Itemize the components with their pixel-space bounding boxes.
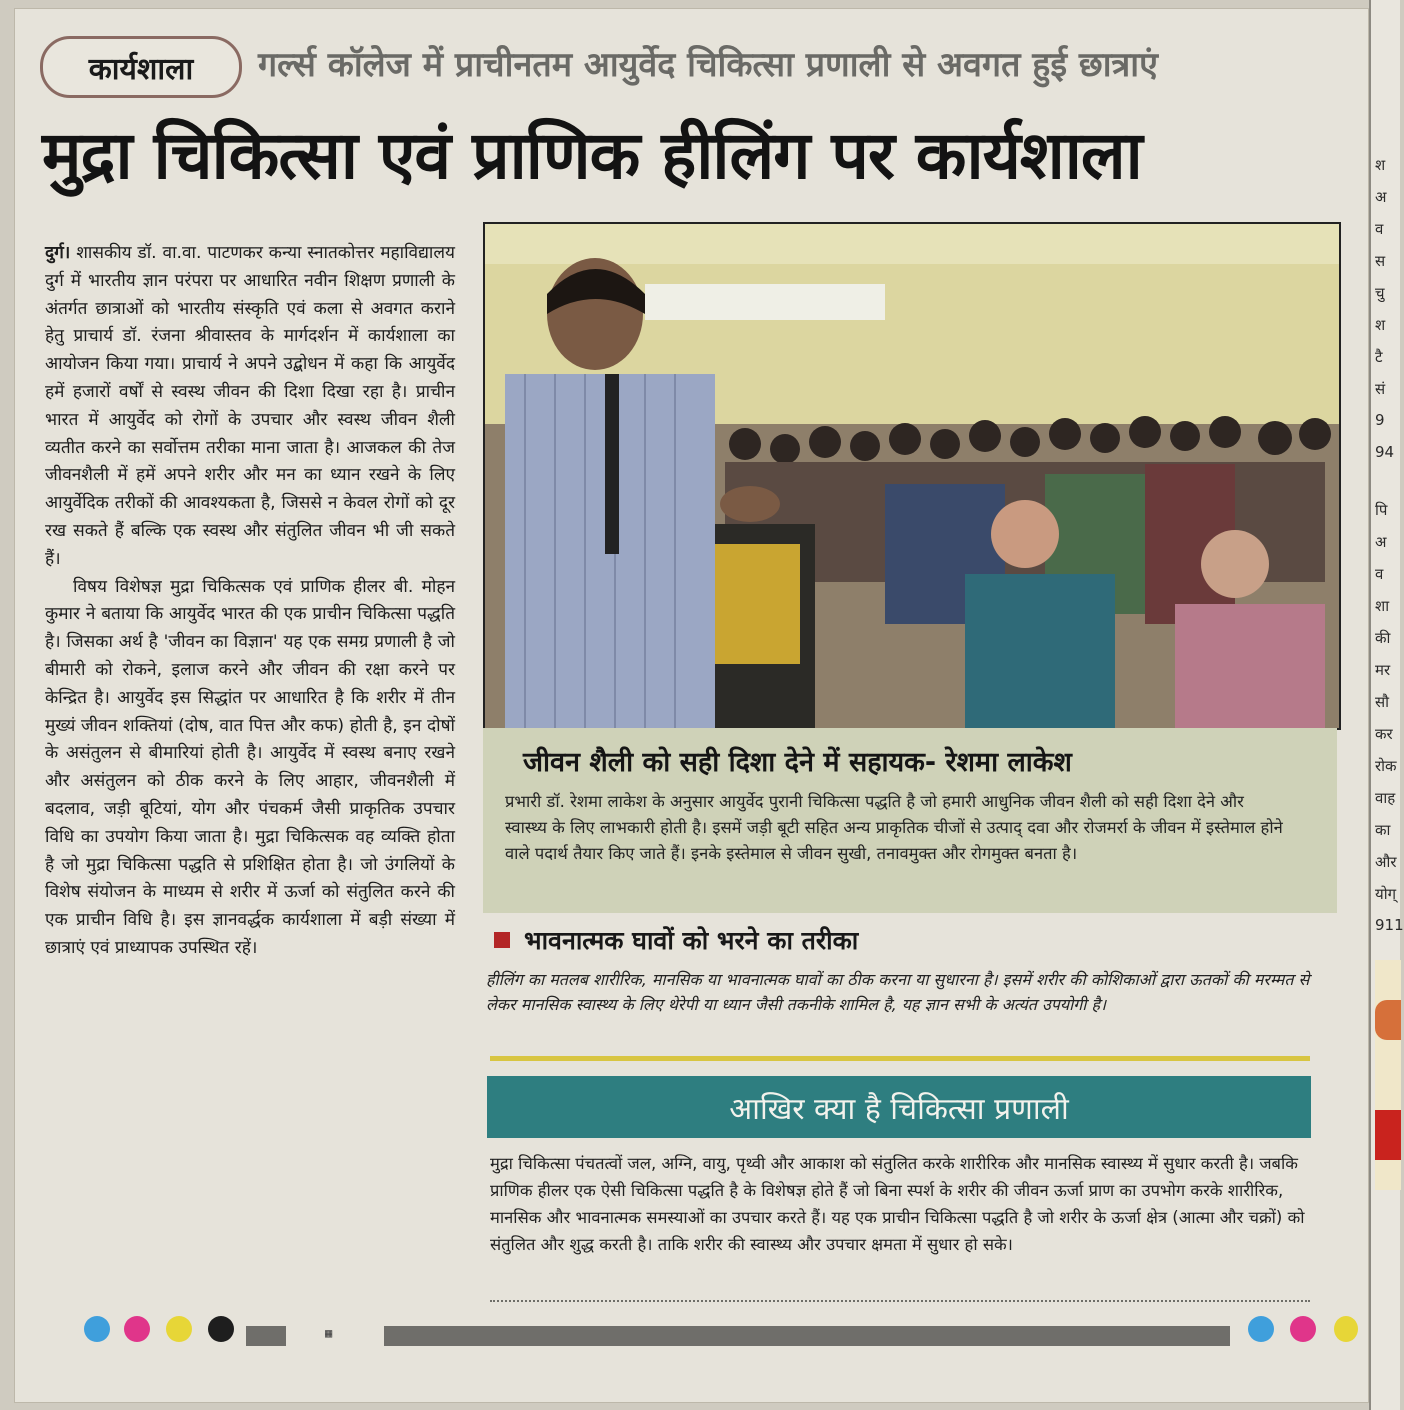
fragment: अ bbox=[1375, 533, 1387, 551]
fragment: रोक bbox=[1375, 757, 1397, 775]
registration-dot bbox=[208, 1316, 234, 1342]
fragment: व bbox=[1375, 220, 1384, 238]
photo-illustration bbox=[485, 224, 1339, 728]
fragment: 9 bbox=[1375, 411, 1385, 429]
registration-bar bbox=[384, 1326, 1230, 1346]
ad-graphic bbox=[1375, 1110, 1401, 1160]
subheading-text: हीलिंग का मतलब शारीरिक, मानसिक या भावनात्मक घावों का ठीक करना या सुधारना है। इसमें शरीर की कोशिकाओं द्वारा ऊतकों की मरम्मत से लेकर मानसिक स्वास्थ्य के लिए थेरेपी या ध्यान जैसी तकनीके शामिल है, यह ज्ञान सभी के अत्यंत उपयोगी है। bbox=[486, 970, 1310, 1014]
print-mark-icon: ▦ bbox=[325, 1326, 333, 1340]
fragment: 911 bbox=[1375, 916, 1404, 934]
fragment: और bbox=[1375, 853, 1397, 871]
article-text: शासकीय डॉ. वा.वा. पाटणकर कन्या स्नातकोत्तर महाविद्यालय दुर्ग में भारतीय ज्ञान परंपरा पर आधारित नवीन शिक्षण प्रणाली के अंतर्गत छात्राओं को भारतीय संस्कृति एवं कला से अवगत कराने हेतु प्राचार्य डॉ. रंजना श्रीवास्तव के मार्गदर्शन में कार्यशाला का आयोजन किया गया। प्राचार्य ने अपने उद्बोधन में कहा कि आयुर्वेद हमें हजारों वर्षों से स्वस्थ जीवन की दिशा दिखा रहा है। प्राचीन भारत में आयुर्वेद को रोगों के उपचार और स्वस्थ जीवन शैली व्यतीत करने का सर्वोत्तम तरीका माना जाता है। आजकल की तेज जीवनशैली में हमें अपने शरीर और मन का ध्यान रखने के लिए आयुर्वेदिक तरीकों की आवश्यकता है, जिससे न केवल रोगों को दूर रख सकते हैं बल्कि एक स्वस्थ और संतुलित जीवन भी जी सकते हैं। bbox=[45, 243, 455, 569]
banner-title: आखिर क्या है चिकित्सा प्रणाली bbox=[729, 1091, 1069, 1127]
fragment: व bbox=[1375, 565, 1384, 583]
article-paragraph bbox=[45, 240, 455, 574]
subheading-title: भावनात्मक घावों को भरने का तरीका bbox=[524, 926, 859, 955]
fragment: मर bbox=[1375, 661, 1391, 679]
fragment: चु bbox=[1375, 284, 1385, 302]
fragment: 94 bbox=[1375, 443, 1395, 461]
kicker-label: कार्यशाला bbox=[88, 51, 194, 87]
registration-dot bbox=[1290, 1316, 1316, 1342]
subheading-block bbox=[494, 920, 1314, 960]
registration-dot bbox=[1334, 1316, 1358, 1342]
fragment: वाह bbox=[1375, 789, 1396, 807]
fragment: श bbox=[1375, 316, 1386, 334]
fragment: सं bbox=[1375, 380, 1386, 398]
fragment: सौ bbox=[1375, 693, 1390, 711]
fragment: स bbox=[1375, 252, 1386, 270]
kicker-badge bbox=[40, 36, 242, 98]
fragment: अ bbox=[1375, 188, 1387, 206]
advertisement-fragment bbox=[1375, 960, 1401, 1190]
kicker-headline: गर्ल्स कॉलेज में प्राचीनतम आयुर्वेद चिकित्सा प्रणाली से अवगत हुई छात्राएं bbox=[258, 45, 1158, 85]
caption-box bbox=[483, 728, 1337, 913]
dateline: दुर्ग। bbox=[45, 243, 71, 263]
fragment: कर bbox=[1375, 725, 1393, 743]
ad-graphic bbox=[1375, 1000, 1401, 1040]
workshop-photo bbox=[483, 222, 1341, 730]
fragment: टै bbox=[1375, 348, 1383, 366]
article-paragraph: विषय विशेषज्ञ मुद्रा चिकित्सक एवं प्राणिक हीलर बी. मोहन कुमार ने बताया कि आयुर्वेद भारत की एक प्राचीन चिकित्सा पद्धति है। जिसका अर्थ है 'जीवन का विज्ञान' यह एक समग्र प्रणाली है जो बीमारी को रोकने, इलाज करने और जीवन की रक्षा करने पर केन्द्रित है। आयुर्वेद इस सिद्धांत पर आधारित है कि शरीर में तीन मुख्यं जीवन शक्तियां (दोष, वात पित्त और कफ) होती है, इन दोषों के असंतुलन से बीमारियां होती है। आयुर्वेद में स्वस्थ बनाए रखने और असंतुलन को ठीक करने के लिए आहार, जीवनशैली में बदलाव, जड़ी बूटियां, योग और पंचकर्म जैसी प्राकृतिक उपचार विधि का उपयोग किया जाता है। मुद्रा चिकित्सक वह व्यक्ति होता है जो मुद्रा चिकित्सा पद्धति से प्रशिक्षित होता है। जो उंगलियों के विशेष संयोजन के माध्यम से शरीर में ऊर्जा को संतुलित करने की एक प्राचीन विधि है। इस ज्ञानवर्द्धक कार्यशाला में बड़ी संख्या में छात्राएं एवं प्राध्यापक उपस्थित रहें। bbox=[45, 576, 455, 958]
caption-text: प्रभारी डॉ. रेशमा लाकेश के अनुसार आयुर्वेद पुरानी चिकित्सा पद्धति है जो हमारी आधुनिक जीवन शैली को सही दिशा देने और स्वास्थ्य के लिए लाभकारी होती है। इसमें जड़ी बूटी सहित अन्य प्राकृतिक चीजों से उत्पाद् दवा और रोजमर्रा के जीवन में इस्तेमाल होने वाले पदार्थ तैयार किए जाते हैं। इनके इस्तेमाल से जीवन सुखी, तनावमुक्त और रोगमुक्त बनता है। bbox=[505, 792, 1283, 863]
registration-dot bbox=[84, 1316, 110, 1342]
fragment: की bbox=[1375, 629, 1391, 647]
main-headline: मुद्रा चिकित्सा एवं प्राणिक हीलिंग पर कार्यशाला bbox=[42, 117, 1142, 194]
section-banner bbox=[487, 1076, 1311, 1138]
registration-bar bbox=[246, 1326, 286, 1346]
caption-title: जीवन शैली को सही दिशा देने में सहायक- रेशमा लाकेश bbox=[523, 747, 1072, 778]
registration-dot bbox=[124, 1316, 150, 1342]
adjacent-column bbox=[1369, 0, 1404, 1410]
divider bbox=[490, 1300, 1310, 1302]
bullet-square-icon bbox=[494, 932, 510, 948]
fragment: योग् bbox=[1375, 885, 1397, 903]
section-text: मुद्रा चिकित्सा पंचतत्वों जल, अग्नि, वायु, पृथ्वी और आकाश को संतुलित करके शारीरिक और मानसिक स्वास्थ्य में सुधार करती है। जबकि प्राणिक हीलर एक ऐसी चिकित्सा पद्धति है के विशेषज्ञ होते हैं जो बिना स्पर्श के शरीर की जीवन ऊर्जा प्राण का उपभोग करके शारीरिक, मानसिक और भावनात्मक समस्याओं का उपचार करते हैं। यह एक प्राचीन चिकित्सा पद्धति है जो शरीर के ऊर्जा क्षेत्र (आत्मा और चक्रों) को संतुलित और शुद्ध करती है। ताकि शरीर की स्वास्थ्य और उपचार क्षमता में सुधार हो सके। bbox=[490, 1154, 1305, 1254]
registration-dot bbox=[1248, 1316, 1274, 1342]
registration-dot bbox=[166, 1316, 192, 1342]
fragment: पि bbox=[1375, 501, 1388, 519]
fragment: का bbox=[1375, 821, 1391, 839]
fragment: श bbox=[1375, 156, 1386, 174]
fragment: शा bbox=[1375, 597, 1390, 615]
divider bbox=[490, 1056, 1310, 1061]
article-body bbox=[45, 240, 455, 963]
